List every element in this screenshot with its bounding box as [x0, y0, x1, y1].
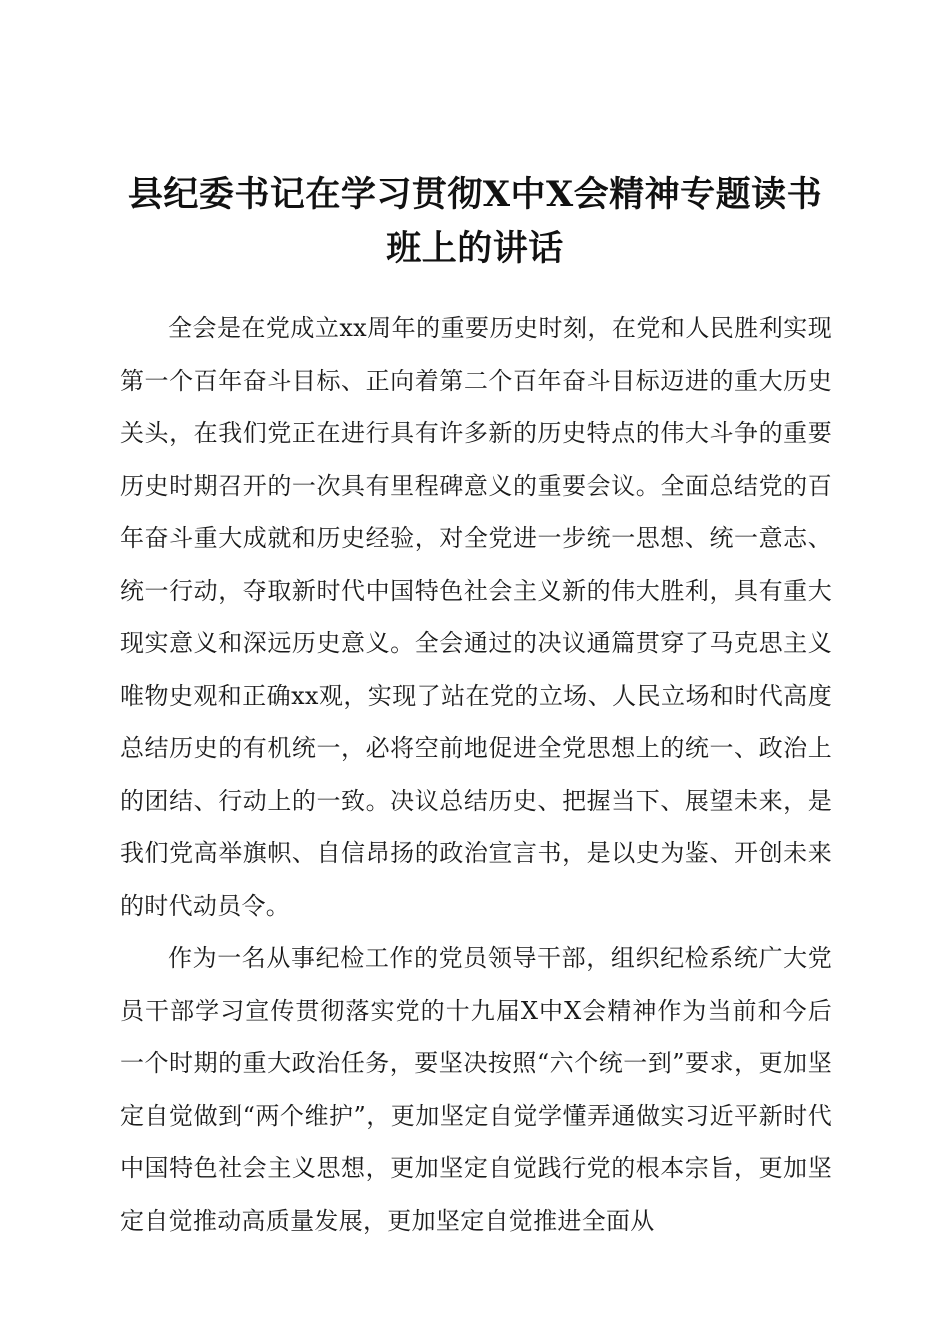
- paragraph: 全会是在党成立xx周年的重要历史时刻，在党和人民胜利实现第一个百年奋斗目标、正向着第二个百年奋斗目标迈进的重大历史关头，在我们党正在进行具有许多新的历史特点的伟大斗争的重要历史时期召开的一次具有里程碑意义的重要会议。全面总结党的百年奋斗重大成就和历史经验，对全党进一步统一思想、统一意志、统一行动，夺取新时代中国特色社会主义新的伟大胜利，具有重大现实意义和深远历史意义。全会通过的决议通篇贯穿了马克思主义唯物史观和正确xx观，实现了站在党的立场、人民立场和时代高度总结历史的有机统一，必将空前地促进全党思想上的统一、政治上的团结、行动上的一致。决议总结历史、把握当下、展望未来，是我们党高举旗帜、自信昂扬的政治宣言书，是以史为鉴、开创未来的时代动员令。: [120, 314, 832, 920]
- document-title: [100, 168, 850, 276]
- title-line-1: 县纪委书记在学习贯彻X中X会精神专题读书: [127, 174, 823, 215]
- document-body: [120, 302, 832, 1247]
- paragraph: 作为一名从事纪检工作的党员领导干部，组织纪检系统广大党员干部学习宣传贯彻落实党的十九届X中X会精神作为当前和今后一个时期的重大政治任务，要坚决按照“六个统一到”要求，更加坚定自觉做到“两个维护”，更加坚定自觉学懂弄通做实习近平新时代中国特色社会主义思想，更加坚定自觉践行党的根本宗旨，更加坚定自觉推动高质量发展，更加坚定自觉推进全面从: [120, 944, 832, 1235]
- title-line-2: 班上的讲话: [386, 228, 564, 269]
